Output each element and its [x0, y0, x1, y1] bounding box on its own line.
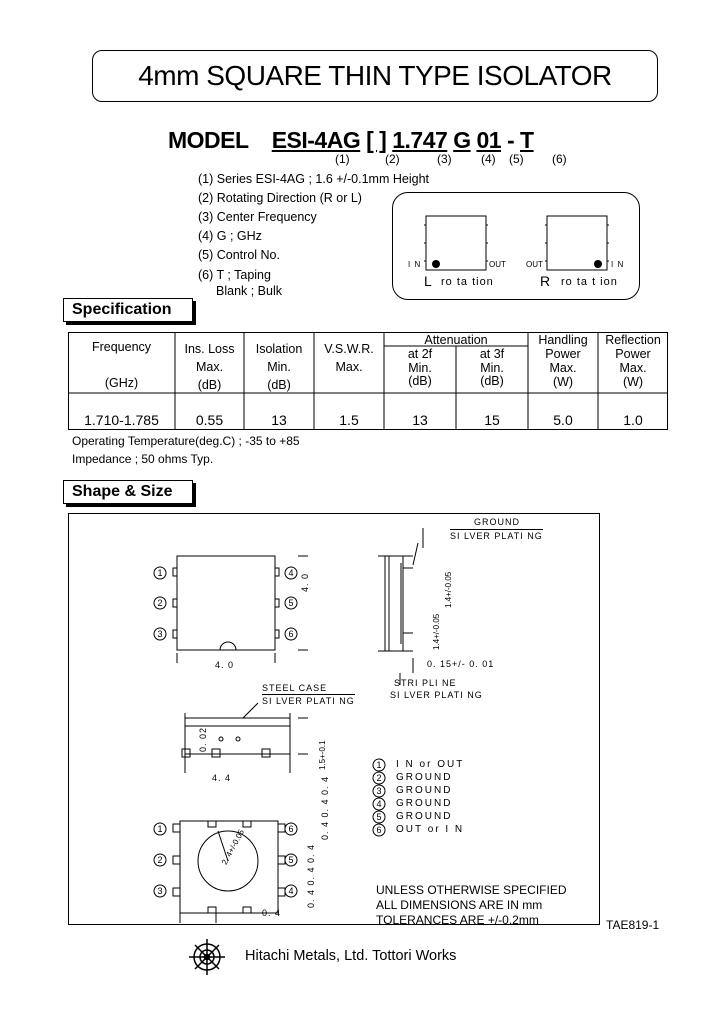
description-line: (4) G ; GHz: [198, 229, 262, 243]
svg-text:5: 5: [288, 855, 294, 865]
model-unit: G: [453, 127, 471, 153]
tolerance-note-1: UNLESS OTHERWISE SPECIFIED: [376, 883, 567, 897]
svg-text:4: 4: [288, 886, 294, 896]
l-rotation-text: ro ta tion: [441, 276, 494, 288]
svg-text:3: 3: [157, 886, 163, 896]
part-number: (1): [335, 152, 350, 166]
svg-text:2: 2: [157, 855, 163, 865]
svg-text:4: 4: [376, 799, 382, 809]
header-ins-loss: Ins. Loss Max. (dB): [184, 342, 235, 392]
side-height-dim: 1.4+/-0.05: [432, 613, 441, 650]
svg-text:1: 1: [376, 760, 382, 770]
part-number: (6): [552, 152, 567, 166]
header-vswr: V.S.W.R. Max.: [324, 342, 374, 374]
pin-legend-3: GROUND: [396, 785, 453, 796]
r-out-label: OUT: [526, 260, 543, 269]
r-rotation-text: ro ta t ion: [561, 276, 618, 288]
part-number: (4): [481, 152, 496, 166]
value-handling-power: 5.0: [553, 412, 573, 428]
thickness-dim: 0. 15+/- 0. 01: [427, 659, 495, 669]
value-reflection-power: 1.0: [623, 412, 643, 428]
shape-size-header: Shape & Size: [63, 480, 193, 504]
stripline-plating-label: SI LVER PLATI NG: [390, 690, 483, 700]
silver-plating-label: SI LVER PLATI NG: [450, 531, 543, 541]
header-frequency: Frequency: [91, 340, 152, 354]
description-line: (1) Series ESI-4AG ; 1.6 +/-0.1mm Height: [198, 172, 429, 186]
top-view-width-dim: 4. 0: [215, 660, 235, 670]
case-plating-label: SI LVER PLATI NG: [262, 696, 355, 706]
svg-text:5: 5: [288, 598, 294, 608]
model-taping: T: [520, 127, 534, 153]
svg-text:2: 2: [376, 773, 382, 783]
svg-text:1: 1: [157, 824, 163, 834]
svg-text:3: 3: [157, 629, 163, 639]
front-height-dim: 1.5+-0.1: [318, 740, 327, 770]
value-vswr: 1.5: [339, 412, 359, 428]
header-att-2f: at 2f Min. (dB): [407, 347, 433, 388]
value-frequency: 1.710-1.785: [84, 412, 159, 428]
svg-text:3: 3: [376, 786, 382, 796]
model-series: ESI-4AG: [271, 127, 361, 153]
pin-legend-5: GROUND: [396, 811, 453, 822]
svg-text:6: 6: [376, 825, 382, 835]
pin-legend-2: GROUND: [396, 772, 453, 783]
svg-text:6: 6: [288, 824, 294, 834]
part-number: (5): [509, 152, 524, 166]
svg-text:1: 1: [157, 568, 163, 578]
pin-legend-1: I N or OUT: [396, 759, 465, 770]
stripline-label: STRI PLI NE: [394, 678, 457, 688]
top-view-height-dim: 4. 0: [300, 572, 310, 592]
outline-drawing: [68, 513, 600, 925]
l-out-label: OUT: [489, 260, 506, 269]
svg-text:6: 6: [288, 629, 294, 639]
r-rotation-letter: R: [540, 273, 551, 289]
bottom-pitch-dim: 0. 4 0. 4 0. 4: [306, 843, 316, 908]
value-ins-loss: 0.55: [195, 412, 224, 428]
impedance-note: Impedance ; 50 ohms Typ.: [72, 452, 214, 466]
circle-diameter-dim: 2. 4+/-0.05: [220, 828, 247, 867]
header-handling-power: Handling Power Max. (W): [538, 333, 588, 389]
description-line: (2) Rotating Direction (R or L): [198, 191, 362, 205]
svg-text:2: 2: [157, 598, 163, 608]
front-width-dim: 4. 4: [212, 773, 232, 783]
tolerance-note-2: ALL DIMENSIONS ARE IN mm: [376, 898, 543, 912]
part-number: (3): [437, 152, 452, 166]
part-number: (2): [385, 152, 400, 166]
header-reflection-power: Reflection Power Max. (W): [605, 333, 661, 389]
header-frequency-unit: (GHz): [104, 376, 139, 390]
svg-text:5: 5: [376, 812, 382, 822]
l-input-dot: [432, 260, 440, 268]
value-att-3f: 15: [484, 412, 500, 428]
tolerance-note-3: TOLERANCES ARE +/-0.2mm: [376, 913, 539, 927]
side-height-dim-2: 1.4+/-0.05: [444, 571, 453, 608]
header-isolation: Isolation Min. (dB): [255, 342, 303, 392]
model-label: MODEL: [168, 127, 249, 153]
model-dash: -: [506, 127, 515, 153]
document-number: TAE819-1: [606, 918, 660, 932]
front-offset-dim: 0. 02: [198, 726, 208, 752]
model-control: 01: [476, 127, 502, 153]
pin-legend-4: GROUND: [396, 798, 453, 809]
page-title: 4mm SQUARE THIN TYPE ISOLATOR: [138, 60, 612, 91]
value-att-2f: 13: [412, 412, 428, 428]
l-rotation-letter: L: [424, 273, 432, 289]
description-line: Blank ; Bulk: [216, 284, 283, 298]
operating-temperature-note: Operating Temperature(deg.C) ; -35 to +85: [72, 434, 300, 448]
description-line: (6) T ; Taping: [198, 268, 271, 282]
svg-text:4: 4: [288, 568, 294, 578]
model-frequency: 1.747: [392, 127, 448, 153]
attenuation-label: Attenuation: [424, 333, 488, 347]
l-in-label: I N: [408, 260, 422, 269]
company-name: Hitachi Metals, Ltd. Tottori Works: [245, 948, 457, 964]
r-in-label: I N: [611, 260, 625, 269]
r-input-dot: [594, 260, 602, 268]
company-logo-icon: [187, 937, 227, 977]
bottom-width-dim: 0. 4: [262, 908, 282, 918]
steel-case-label: STEEL CASE: [262, 683, 328, 693]
pin-legend-6: OUT or I N: [396, 824, 465, 835]
description-line: (3) Center Frequency: [198, 210, 317, 224]
description-line: (5) Control No.: [198, 248, 280, 262]
value-isolation: 13: [271, 412, 287, 428]
model-line: [168, 127, 534, 154]
bottom-pitch-dim-2: 0. 4 0. 4 0. 4: [320, 775, 330, 840]
model-rotation: [ ]: [366, 127, 387, 153]
specification-header: Specification: [63, 298, 193, 322]
ground-label: GROUND: [474, 517, 520, 527]
header-att-3f: at 3f Min. (dB): [479, 347, 505, 388]
